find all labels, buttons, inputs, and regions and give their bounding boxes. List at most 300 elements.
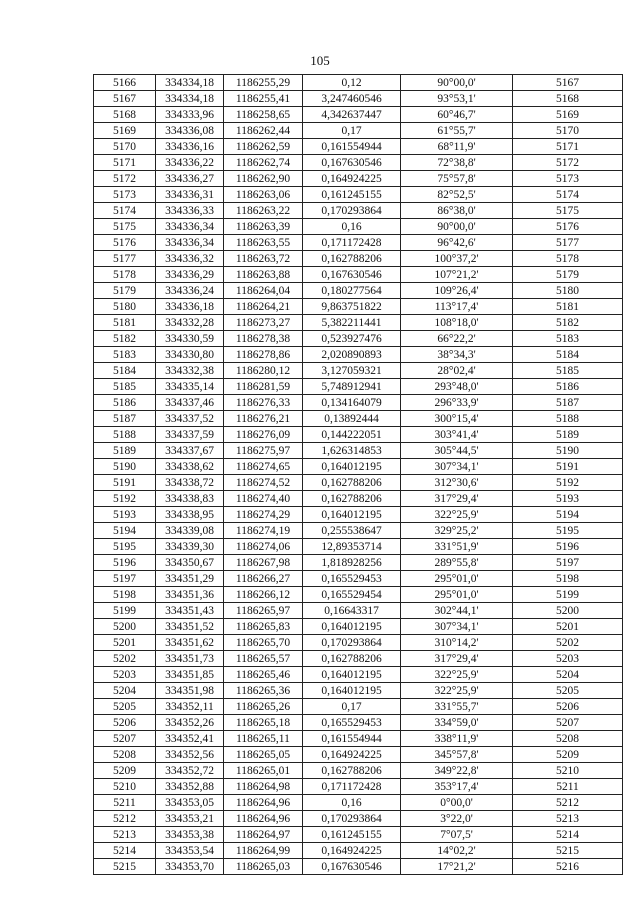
point-from-cell: 5190: [94, 459, 156, 475]
point-from-cell: 5208: [94, 747, 156, 763]
point-from-cell: 5206: [94, 715, 156, 731]
x-coordinate-cell: 334353,54: [156, 843, 224, 859]
point-to-cell: 5189: [513, 427, 623, 443]
distance-cell: 0,164012195: [303, 667, 401, 683]
distance-cell: 0,167630546: [303, 267, 401, 283]
x-coordinate-cell: 334338,72: [156, 475, 224, 491]
point-to-cell: 5169: [513, 107, 623, 123]
direction-angle-cell: 75°57,8': [401, 171, 513, 187]
y-coordinate-cell: 1186265,83: [224, 619, 303, 635]
distance-cell: 0,170293864: [303, 635, 401, 651]
point-to-cell: 5196: [513, 539, 623, 555]
distance-cell: 0,171172428: [303, 779, 401, 795]
table-row: [94, 747, 623, 763]
distance-cell: 0,16643317: [303, 603, 401, 619]
distance-cell: 4,342637447: [303, 107, 401, 123]
x-coordinate-cell: 334352,26: [156, 715, 224, 731]
direction-angle-cell: 295°01,0': [401, 571, 513, 587]
point-from-cell: 5198: [94, 587, 156, 603]
x-coordinate-cell: 334336,22: [156, 155, 224, 171]
distance-cell: 1,818928256: [303, 555, 401, 571]
point-to-cell: 5185: [513, 363, 623, 379]
coordinates-table: [93, 74, 623, 875]
y-coordinate-cell: 1186265,70: [224, 635, 303, 651]
y-coordinate-cell: 1186265,97: [224, 603, 303, 619]
direction-angle-cell: 61°55,7': [401, 123, 513, 139]
table-row: [94, 347, 623, 363]
point-from-cell: 5189: [94, 443, 156, 459]
x-coordinate-cell: 334351,52: [156, 619, 224, 635]
table-row: [94, 331, 623, 347]
table-row: [94, 667, 623, 683]
distance-cell: 0,162788206: [303, 763, 401, 779]
y-coordinate-cell: 1186267,98: [224, 555, 303, 571]
point-from-cell: 5187: [94, 411, 156, 427]
direction-angle-cell: 310°14,2': [401, 635, 513, 651]
x-coordinate-cell: 334336,24: [156, 283, 224, 299]
y-coordinate-cell: 1186263,06: [224, 187, 303, 203]
y-coordinate-cell: 1186262,74: [224, 155, 303, 171]
distance-cell: 0,255538647: [303, 523, 401, 539]
point-from-cell: 5210: [94, 779, 156, 795]
direction-angle-cell: 331°51,9': [401, 539, 513, 555]
direction-angle-cell: 107°21,2': [401, 267, 513, 283]
point-to-cell: 5179: [513, 267, 623, 283]
table-row: [94, 363, 623, 379]
table-row: [94, 91, 623, 107]
distance-cell: 0,167630546: [303, 155, 401, 171]
distance-cell: 9,863751822: [303, 299, 401, 315]
y-coordinate-cell: 1186264,99: [224, 843, 303, 859]
direction-angle-cell: 28°02,4': [401, 363, 513, 379]
x-coordinate-cell: 334338,62: [156, 459, 224, 475]
table-row: [94, 235, 623, 251]
y-coordinate-cell: 1186265,46: [224, 667, 303, 683]
y-coordinate-cell: 1186274,06: [224, 539, 303, 555]
direction-angle-cell: 322°25,9': [401, 683, 513, 699]
point-from-cell: 5185: [94, 379, 156, 395]
distance-cell: 0,162788206: [303, 651, 401, 667]
direction-angle-cell: 296°33,9': [401, 395, 513, 411]
x-coordinate-cell: 334336,31: [156, 187, 224, 203]
distance-cell: 0,523927476: [303, 331, 401, 347]
table-row: [94, 827, 623, 843]
table-row: [94, 379, 623, 395]
point-from-cell: 5178: [94, 267, 156, 283]
y-coordinate-cell: 1186264,96: [224, 811, 303, 827]
point-to-cell: 5203: [513, 651, 623, 667]
x-coordinate-cell: 334336,32: [156, 251, 224, 267]
y-coordinate-cell: 1186265,11: [224, 731, 303, 747]
point-from-cell: 5200: [94, 619, 156, 635]
table-row: [94, 459, 623, 475]
table-row: [94, 843, 623, 859]
x-coordinate-cell: 334336,27: [156, 171, 224, 187]
distance-cell: 0,17: [303, 699, 401, 715]
direction-angle-cell: 68°11,9': [401, 139, 513, 155]
distance-cell: 0,12: [303, 75, 401, 91]
y-coordinate-cell: 1186278,86: [224, 347, 303, 363]
table-row: [94, 811, 623, 827]
x-coordinate-cell: 334336,08: [156, 123, 224, 139]
point-to-cell: 5204: [513, 667, 623, 683]
table-row: [94, 731, 623, 747]
y-coordinate-cell: 1186258,65: [224, 107, 303, 123]
point-to-cell: 5187: [513, 395, 623, 411]
table-row: [94, 859, 623, 875]
distance-cell: 0,162788206: [303, 491, 401, 507]
direction-angle-cell: 345°57,8': [401, 747, 513, 763]
y-coordinate-cell: 1186255,29: [224, 75, 303, 91]
x-coordinate-cell: 334351,85: [156, 667, 224, 683]
y-coordinate-cell: 1186265,18: [224, 715, 303, 731]
point-to-cell: 5211: [513, 779, 623, 795]
y-coordinate-cell: 1186255,41: [224, 91, 303, 107]
table-row: [94, 443, 623, 459]
direction-angle-cell: 300°15,4': [401, 411, 513, 427]
point-to-cell: 5214: [513, 827, 623, 843]
y-coordinate-cell: 1186263,55: [224, 235, 303, 251]
direction-angle-cell: 303°41,4': [401, 427, 513, 443]
point-from-cell: 5207: [94, 731, 156, 747]
point-to-cell: 5174: [513, 187, 623, 203]
y-coordinate-cell: 1186263,22: [224, 203, 303, 219]
point-from-cell: 5196: [94, 555, 156, 571]
point-from-cell: 5168: [94, 107, 156, 123]
point-to-cell: 5167: [513, 75, 623, 91]
point-from-cell: 5215: [94, 859, 156, 875]
point-to-cell: 5176: [513, 219, 623, 235]
table-row: [94, 171, 623, 187]
point-from-cell: 5197: [94, 571, 156, 587]
table-row: [94, 299, 623, 315]
direction-angle-cell: 60°46,7': [401, 107, 513, 123]
page-number: 105: [310, 53, 330, 68]
table-row: [94, 507, 623, 523]
point-from-cell: 5193: [94, 507, 156, 523]
table-row: [94, 587, 623, 603]
distance-cell: 0,16: [303, 219, 401, 235]
x-coordinate-cell: 334336,34: [156, 219, 224, 235]
point-to-cell: 5190: [513, 443, 623, 459]
direction-angle-cell: 7°07,5': [401, 827, 513, 843]
point-from-cell: 5203: [94, 667, 156, 683]
direction-angle-cell: 82°52,5': [401, 187, 513, 203]
table-row: [94, 779, 623, 795]
point-to-cell: 5198: [513, 571, 623, 587]
point-from-cell: 5182: [94, 331, 156, 347]
point-to-cell: 5209: [513, 747, 623, 763]
point-to-cell: 5191: [513, 459, 623, 475]
direction-angle-cell: 109°26,4': [401, 283, 513, 299]
point-to-cell: 5197: [513, 555, 623, 571]
point-from-cell: 5177: [94, 251, 156, 267]
x-coordinate-cell: 334352,11: [156, 699, 224, 715]
distance-cell: 12,89353714: [303, 539, 401, 555]
table-row: [94, 491, 623, 507]
y-coordinate-cell: 1186276,21: [224, 411, 303, 427]
point-to-cell: 5212: [513, 795, 623, 811]
y-coordinate-cell: 1186264,97: [224, 827, 303, 843]
table-row: [94, 203, 623, 219]
distance-cell: 0,164012195: [303, 619, 401, 635]
y-coordinate-cell: 1186265,03: [224, 859, 303, 875]
y-coordinate-cell: 1186274,19: [224, 523, 303, 539]
direction-angle-cell: 113°17,4': [401, 299, 513, 315]
point-from-cell: 5212: [94, 811, 156, 827]
x-coordinate-cell: 334338,95: [156, 507, 224, 523]
x-coordinate-cell: 334339,08: [156, 523, 224, 539]
table-row: [94, 283, 623, 299]
direction-angle-cell: 305°44,5': [401, 443, 513, 459]
point-to-cell: 5172: [513, 155, 623, 171]
point-from-cell: 5171: [94, 155, 156, 171]
point-from-cell: 5195: [94, 539, 156, 555]
x-coordinate-cell: 334351,98: [156, 683, 224, 699]
x-coordinate-cell: 334330,59: [156, 331, 224, 347]
x-coordinate-cell: 334336,33: [156, 203, 224, 219]
distance-cell: 0,17: [303, 123, 401, 139]
table-row: [94, 155, 623, 171]
coordinates-table-body: [94, 75, 623, 875]
direction-angle-cell: 90°00,0': [401, 75, 513, 91]
x-coordinate-cell: 334338,83: [156, 491, 224, 507]
x-coordinate-cell: 334334,18: [156, 75, 224, 91]
point-from-cell: 5209: [94, 763, 156, 779]
point-from-cell: 5180: [94, 299, 156, 315]
point-from-cell: 5169: [94, 123, 156, 139]
table-row: [94, 651, 623, 667]
point-from-cell: 5199: [94, 603, 156, 619]
point-from-cell: 5213: [94, 827, 156, 843]
y-coordinate-cell: 1186274,65: [224, 459, 303, 475]
point-to-cell: 5192: [513, 475, 623, 491]
y-coordinate-cell: 1186265,57: [224, 651, 303, 667]
distance-cell: 0,162788206: [303, 475, 401, 491]
point-from-cell: 5205: [94, 699, 156, 715]
y-coordinate-cell: 1186263,72: [224, 251, 303, 267]
point-from-cell: 5176: [94, 235, 156, 251]
table-row: [94, 619, 623, 635]
point-to-cell: 5186: [513, 379, 623, 395]
distance-cell: 0,164012195: [303, 459, 401, 475]
x-coordinate-cell: 334350,67: [156, 555, 224, 571]
direction-angle-cell: 289°55,8': [401, 555, 513, 571]
point-from-cell: 5179: [94, 283, 156, 299]
direction-angle-cell: 3°22,0': [401, 811, 513, 827]
point-to-cell: 5202: [513, 635, 623, 651]
direction-angle-cell: 322°25,9': [401, 507, 513, 523]
table-row: [94, 555, 623, 571]
point-from-cell: 5173: [94, 187, 156, 203]
direction-angle-cell: 329°25,2': [401, 523, 513, 539]
point-to-cell: 5170: [513, 123, 623, 139]
x-coordinate-cell: 334337,67: [156, 443, 224, 459]
point-from-cell: 5214: [94, 843, 156, 859]
point-to-cell: 5171: [513, 139, 623, 155]
point-to-cell: 5184: [513, 347, 623, 363]
point-to-cell: 5201: [513, 619, 623, 635]
table-row: [94, 267, 623, 283]
direction-angle-cell: 317°29,4': [401, 491, 513, 507]
y-coordinate-cell: 1186264,98: [224, 779, 303, 795]
direction-angle-cell: 331°55,7': [401, 699, 513, 715]
y-coordinate-cell: 1186265,26: [224, 699, 303, 715]
direction-angle-cell: 293°48,0': [401, 379, 513, 395]
point-to-cell: 5213: [513, 811, 623, 827]
direction-angle-cell: 334°59,0': [401, 715, 513, 731]
distance-cell: 0,161245155: [303, 827, 401, 843]
point-to-cell: 5180: [513, 283, 623, 299]
direction-angle-cell: 72°38,8': [401, 155, 513, 171]
point-from-cell: 5204: [94, 683, 156, 699]
point-from-cell: 5186: [94, 395, 156, 411]
distance-cell: 5,748912941: [303, 379, 401, 395]
x-coordinate-cell: 334352,72: [156, 763, 224, 779]
distance-cell: 0,161245155: [303, 187, 401, 203]
y-coordinate-cell: 1186262,59: [224, 139, 303, 155]
y-coordinate-cell: 1186266,12: [224, 587, 303, 603]
point-from-cell: 5175: [94, 219, 156, 235]
point-from-cell: 5174: [94, 203, 156, 219]
table-row: [94, 523, 623, 539]
table-row: [94, 683, 623, 699]
x-coordinate-cell: 334353,05: [156, 795, 224, 811]
direction-angle-cell: 307°34,1': [401, 619, 513, 635]
point-to-cell: 5207: [513, 715, 623, 731]
table-row: [94, 699, 623, 715]
direction-angle-cell: 349°22,8': [401, 763, 513, 779]
table-row: [94, 539, 623, 555]
table-row: [94, 427, 623, 443]
table-row: [94, 763, 623, 779]
y-coordinate-cell: 1186281,59: [224, 379, 303, 395]
y-coordinate-cell: 1186278,38: [224, 331, 303, 347]
table-row: [94, 603, 623, 619]
distance-cell: 0,165529454: [303, 587, 401, 603]
x-coordinate-cell: 334336,16: [156, 139, 224, 155]
y-coordinate-cell: 1186264,21: [224, 299, 303, 315]
direction-angle-cell: 322°25,9': [401, 667, 513, 683]
x-coordinate-cell: 334353,38: [156, 827, 224, 843]
point-to-cell: 5168: [513, 91, 623, 107]
distance-cell: 0,164012195: [303, 683, 401, 699]
distance-cell: 0,161554944: [303, 731, 401, 747]
point-to-cell: 5205: [513, 683, 623, 699]
distance-cell: 0,180277564: [303, 283, 401, 299]
distance-cell: 0,164924225: [303, 747, 401, 763]
direction-angle-cell: 317°29,4': [401, 651, 513, 667]
point-to-cell: 5188: [513, 411, 623, 427]
x-coordinate-cell: 334335,14: [156, 379, 224, 395]
x-coordinate-cell: 334352,56: [156, 747, 224, 763]
table-row: [94, 395, 623, 411]
direction-angle-cell: 295°01,0': [401, 587, 513, 603]
point-to-cell: 5194: [513, 507, 623, 523]
x-coordinate-cell: 334353,70: [156, 859, 224, 875]
y-coordinate-cell: 1186274,52: [224, 475, 303, 491]
point-from-cell: 5170: [94, 139, 156, 155]
point-to-cell: 5215: [513, 843, 623, 859]
y-coordinate-cell: 1186264,04: [224, 283, 303, 299]
point-to-cell: 5175: [513, 203, 623, 219]
direction-angle-cell: 93°53,1': [401, 91, 513, 107]
x-coordinate-cell: 334332,38: [156, 363, 224, 379]
table-row: [94, 475, 623, 491]
distance-cell: 0,144222051: [303, 427, 401, 443]
x-coordinate-cell: 334336,34: [156, 235, 224, 251]
table-row: [94, 571, 623, 587]
table-row: [94, 139, 623, 155]
y-coordinate-cell: 1186265,36: [224, 683, 303, 699]
y-coordinate-cell: 1186274,29: [224, 507, 303, 523]
distance-cell: 0,164924225: [303, 843, 401, 859]
x-coordinate-cell: 334337,46: [156, 395, 224, 411]
y-coordinate-cell: 1186262,44: [224, 123, 303, 139]
point-to-cell: 5210: [513, 763, 623, 779]
x-coordinate-cell: 334351,29: [156, 571, 224, 587]
point-to-cell: 5206: [513, 699, 623, 715]
distance-cell: 2,020890893: [303, 347, 401, 363]
table-row: [94, 251, 623, 267]
y-coordinate-cell: 1186262,90: [224, 171, 303, 187]
direction-angle-cell: 307°34,1': [401, 459, 513, 475]
x-coordinate-cell: 334336,29: [156, 267, 224, 283]
distance-cell: 1,626314853: [303, 443, 401, 459]
direction-angle-cell: 90°00,0': [401, 219, 513, 235]
distance-cell: 5,382211441: [303, 315, 401, 331]
point-from-cell: 5194: [94, 523, 156, 539]
distance-cell: 0,171172428: [303, 235, 401, 251]
x-coordinate-cell: 334352,41: [156, 731, 224, 747]
x-coordinate-cell: 334332,28: [156, 315, 224, 331]
distance-cell: 3,127059321: [303, 363, 401, 379]
table-row: [94, 315, 623, 331]
direction-angle-cell: 100°37,2': [401, 251, 513, 267]
x-coordinate-cell: 334333,96: [156, 107, 224, 123]
distance-cell: 0,165529453: [303, 715, 401, 731]
point-to-cell: 5182: [513, 315, 623, 331]
point-from-cell: 5184: [94, 363, 156, 379]
y-coordinate-cell: 1186274,40: [224, 491, 303, 507]
point-to-cell: 5178: [513, 251, 623, 267]
point-from-cell: 5211: [94, 795, 156, 811]
y-coordinate-cell: 1186280,12: [224, 363, 303, 379]
point-from-cell: 5167: [94, 91, 156, 107]
direction-angle-cell: 17°21,2': [401, 859, 513, 875]
point-from-cell: 5202: [94, 651, 156, 667]
y-coordinate-cell: 1186276,09: [224, 427, 303, 443]
y-coordinate-cell: 1186275,97: [224, 443, 303, 459]
x-coordinate-cell: 334352,88: [156, 779, 224, 795]
direction-angle-cell: 353°17,4': [401, 779, 513, 795]
point-to-cell: 5199: [513, 587, 623, 603]
distance-cell: 0,165529453: [303, 571, 401, 587]
table-row: [94, 123, 623, 139]
distance-cell: 0,161554944: [303, 139, 401, 155]
distance-cell: 0,164924225: [303, 171, 401, 187]
direction-angle-cell: 108°18,0': [401, 315, 513, 331]
x-coordinate-cell: 334337,59: [156, 427, 224, 443]
x-coordinate-cell: 334353,21: [156, 811, 224, 827]
distance-cell: 0,134164079: [303, 395, 401, 411]
x-coordinate-cell: 334339,30: [156, 539, 224, 555]
table-row: [94, 411, 623, 427]
point-to-cell: 5183: [513, 331, 623, 347]
x-coordinate-cell: 334351,73: [156, 651, 224, 667]
direction-angle-cell: 96°42,6': [401, 235, 513, 251]
distance-cell: 3,247460546: [303, 91, 401, 107]
